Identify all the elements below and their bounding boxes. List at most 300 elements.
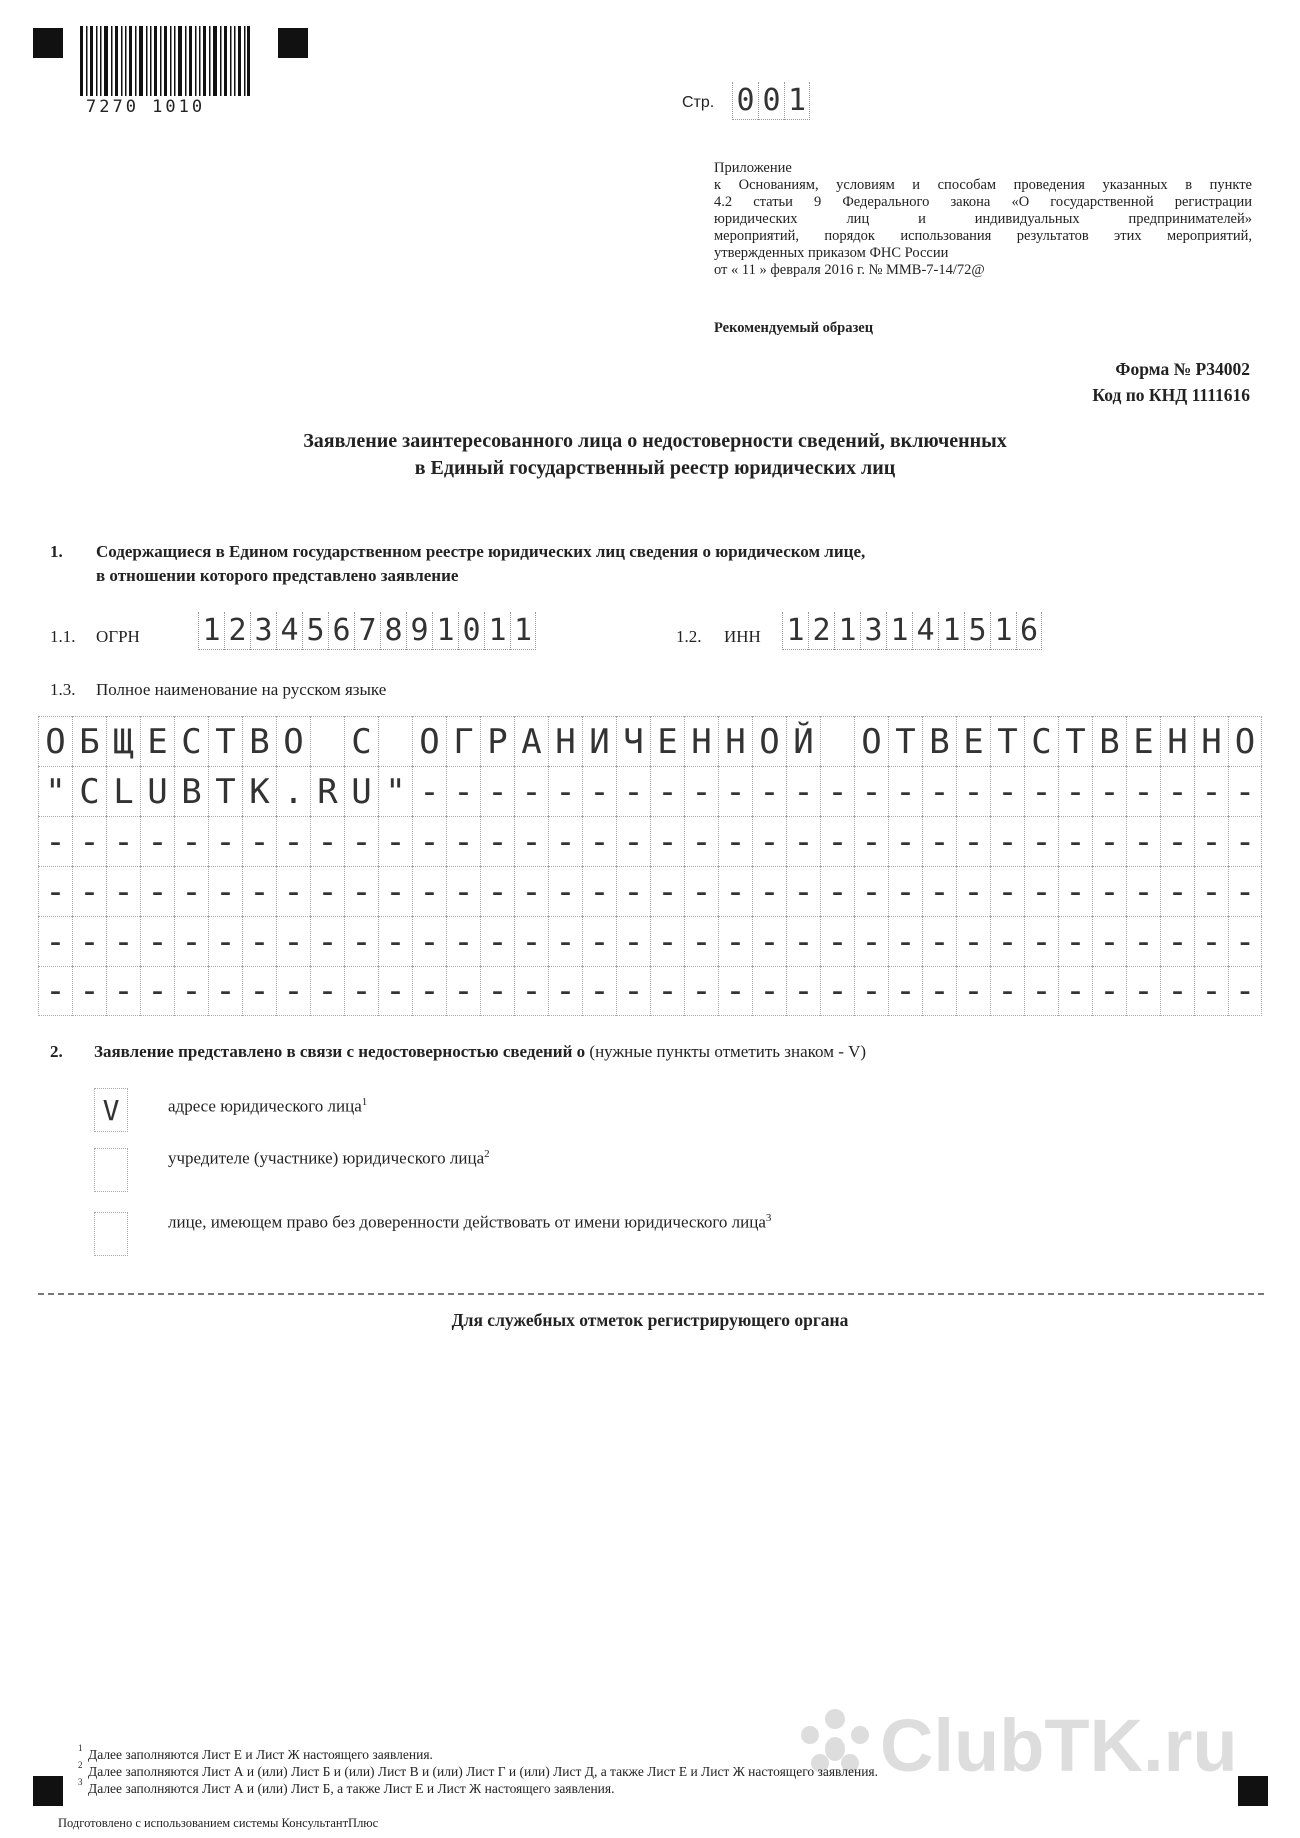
full-name-cell[interactable]: Н bbox=[718, 716, 752, 766]
full-name-cell[interactable]: - bbox=[208, 916, 242, 966]
full-name-cell[interactable]: - bbox=[990, 916, 1024, 966]
full-name-cell[interactable]: - bbox=[1126, 766, 1160, 816]
full-name-cell[interactable]: Т bbox=[1058, 716, 1092, 766]
full-name-cell[interactable]: - bbox=[276, 966, 310, 1016]
section-2-number: 2. bbox=[50, 1042, 63, 1061]
inn-digit-cell[interactable]: 2 bbox=[808, 612, 834, 650]
full-name-cell[interactable]: - bbox=[548, 816, 582, 866]
full-name-cell[interactable]: K bbox=[242, 766, 276, 816]
full-name-cell[interactable]: - bbox=[582, 966, 616, 1016]
full-name-cell[interactable]: - bbox=[174, 966, 208, 1016]
full-name-cell[interactable]: L bbox=[106, 766, 140, 816]
full-name-cell[interactable]: - bbox=[820, 816, 854, 866]
footnote bbox=[78, 1743, 878, 1763]
full-name-cell[interactable]: - bbox=[650, 916, 684, 966]
full-name-cell[interactable]: - bbox=[616, 816, 650, 866]
full-name-cell[interactable]: - bbox=[650, 866, 684, 916]
full-name-cell[interactable]: - bbox=[854, 966, 888, 1016]
footnote-ref: 3 bbox=[765, 1212, 772, 1224]
ogrn-digit-cell[interactable]: 1 bbox=[198, 612, 224, 650]
full-name-cell[interactable]: - bbox=[854, 766, 888, 816]
full-name-cell[interactable]: - bbox=[276, 916, 310, 966]
full-name-cell[interactable]: - bbox=[174, 816, 208, 866]
appendix-line: 4.2 статьи 9 Федерального закона «О государственной регистрации bbox=[714, 194, 1252, 210]
full-name-cell[interactable]: - bbox=[1058, 816, 1092, 866]
full-name-cell[interactable]: - bbox=[1160, 966, 1194, 1016]
full-name-cell[interactable]: - bbox=[242, 866, 276, 916]
full-name-cell[interactable]: - bbox=[1160, 816, 1194, 866]
checkbox-authorized-person[interactable] bbox=[94, 1212, 128, 1256]
full-name-cell[interactable]: - bbox=[1228, 966, 1262, 1016]
full-name-cell[interactable]: Н bbox=[1160, 716, 1194, 766]
full-name-cell[interactable]: - bbox=[514, 766, 548, 816]
full-name-cell[interactable]: - bbox=[412, 866, 446, 916]
full-name-cell[interactable]: Т bbox=[990, 716, 1024, 766]
full-name-cell[interactable]: - bbox=[1058, 916, 1092, 966]
footnote-text: Далее заполняются Лист А и (или) Лист Б и (или) Лист В и (или) Лист Г и (или) Лист Д, а также Лист Е и Лист Ж настоящего заявления. bbox=[88, 1764, 879, 1779]
inn-digit-cell[interactable]: 1 bbox=[834, 612, 860, 650]
full-name-cell[interactable]: - bbox=[480, 916, 514, 966]
ogrn-digit-cell[interactable]: 7 bbox=[354, 612, 380, 650]
full-name-cell[interactable]: - bbox=[208, 816, 242, 866]
full-name-cell[interactable]: - bbox=[446, 866, 480, 916]
full-name-cell[interactable]: - bbox=[752, 916, 786, 966]
full-name-cell[interactable]: - bbox=[106, 866, 140, 916]
ogrn-digit-cell[interactable]: 1 bbox=[510, 612, 536, 650]
full-name-cell[interactable]: - bbox=[1126, 816, 1160, 866]
full-name-cell[interactable]: - bbox=[786, 766, 820, 816]
full-name-cell[interactable]: - bbox=[378, 866, 412, 916]
corner-marker-top-left bbox=[33, 28, 63, 58]
name-number: 1.3. bbox=[50, 680, 76, 699]
full-name-cell[interactable]: - bbox=[140, 866, 174, 916]
full-name-cell[interactable]: - bbox=[208, 966, 242, 1016]
document-title bbox=[110, 428, 1200, 482]
ogrn-digit-cell[interactable]: 8 bbox=[380, 612, 406, 650]
full-name-cell[interactable]: С bbox=[174, 716, 208, 766]
full-name-cell[interactable]: - bbox=[684, 816, 718, 866]
watermark-text: ClubTK.ru bbox=[880, 1703, 1238, 1787]
full-name-cell[interactable]: " bbox=[378, 766, 412, 816]
full-name-cell[interactable]: - bbox=[820, 866, 854, 916]
full-name-cell[interactable]: - bbox=[582, 766, 616, 816]
full-name-cell[interactable]: - bbox=[786, 866, 820, 916]
page-digit[interactable]: 1 bbox=[784, 82, 810, 120]
full-name-cell[interactable]: Т bbox=[208, 716, 242, 766]
full-name-cell[interactable]: . bbox=[276, 766, 310, 816]
inn-digit-cell[interactable]: 4 bbox=[912, 612, 938, 650]
full-name-cell[interactable]: - bbox=[650, 966, 684, 1016]
full-name-cell[interactable]: - bbox=[616, 966, 650, 1016]
full-name-cell[interactable]: - bbox=[72, 916, 106, 966]
full-name-cell[interactable]: - bbox=[344, 966, 378, 1016]
ogrn-number: 1.1. bbox=[50, 627, 76, 646]
full-name-cell[interactable]: Б bbox=[72, 716, 106, 766]
full-name-cell[interactable]: - bbox=[1058, 766, 1092, 816]
full-name-cell[interactable]: - bbox=[1024, 866, 1058, 916]
full-name-cell[interactable]: - bbox=[548, 916, 582, 966]
ogrn-digit-cell[interactable]: 1 bbox=[484, 612, 510, 650]
full-name-cell[interactable]: - bbox=[888, 916, 922, 966]
full-name-cell[interactable]: Р bbox=[480, 716, 514, 766]
full-name-cell[interactable]: - bbox=[922, 866, 956, 916]
full-name-cell[interactable]: - bbox=[718, 766, 752, 816]
section-2-heading-note: (нужные пункты отметить знаком - V) bbox=[585, 1042, 867, 1061]
inn-cells bbox=[782, 612, 1042, 650]
ogrn-digit-cell[interactable]: 9 bbox=[406, 612, 432, 650]
full-name-cell[interactable]: - bbox=[1194, 866, 1228, 916]
full-name-cell[interactable]: - bbox=[956, 916, 990, 966]
document-title-line: в Единый государственный реестр юридических лиц bbox=[414, 457, 896, 479]
form-number: Форма № Р34002 bbox=[1115, 359, 1250, 379]
knd-code: Код по КНД 1111616 bbox=[1092, 385, 1250, 405]
full-name-cell[interactable]: - bbox=[276, 816, 310, 866]
full-name-cell[interactable]: - bbox=[72, 966, 106, 1016]
inn-digit-cell[interactable]: 1 bbox=[782, 612, 808, 650]
footnotes bbox=[78, 1743, 879, 1797]
corner-marker-top-right bbox=[278, 28, 308, 58]
full-name-cell[interactable]: О bbox=[276, 716, 310, 766]
full-name-cell[interactable]: - bbox=[1024, 766, 1058, 816]
full-name-cell[interactable]: - bbox=[922, 916, 956, 966]
full-name-cell[interactable]: - bbox=[174, 916, 208, 966]
full-name-cell[interactable]: - bbox=[1092, 966, 1126, 1016]
full-name-cell[interactable]: Н bbox=[548, 716, 582, 766]
full-name-cell[interactable]: - bbox=[922, 966, 956, 1016]
full-name-cell[interactable]: - bbox=[888, 816, 922, 866]
full-name-cell[interactable]: - bbox=[242, 816, 276, 866]
appendix-block bbox=[714, 160, 1252, 279]
ogrn-digit-cell[interactable]: 4 bbox=[276, 612, 302, 650]
full-name-cell[interactable]: - bbox=[990, 966, 1024, 1016]
full-name-cell[interactable]: - bbox=[616, 766, 650, 816]
full-name-cell[interactable]: - bbox=[344, 916, 378, 966]
section-2-heading bbox=[94, 1040, 866, 1064]
full-name-cell[interactable]: - bbox=[344, 816, 378, 866]
appendix-heading: Приложение bbox=[714, 160, 792, 176]
full-name-cell[interactable]: - bbox=[752, 816, 786, 866]
full-name-cell[interactable] bbox=[310, 716, 344, 766]
full-name-grid bbox=[38, 716, 1264, 1016]
full-name-cell[interactable]: - bbox=[242, 916, 276, 966]
full-name-cell[interactable]: - bbox=[140, 916, 174, 966]
full-name-cell[interactable]: - bbox=[854, 866, 888, 916]
full-name-cell[interactable]: - bbox=[684, 866, 718, 916]
footnote-ref: 2 bbox=[484, 1148, 490, 1160]
full-name-cell[interactable]: - bbox=[820, 966, 854, 1016]
full-name-cell[interactable]: Е bbox=[956, 716, 990, 766]
full-name-cell[interactable]: - bbox=[38, 816, 72, 866]
full-name-cell[interactable]: U bbox=[140, 766, 174, 816]
footnote-text: Далее заполняются Лист А и (или) Лист Б, а также Лист Е и Лист Ж настоящего заявления. bbox=[88, 1781, 615, 1796]
full-name-cell[interactable]: - bbox=[650, 766, 684, 816]
full-name-cell[interactable]: - bbox=[276, 866, 310, 916]
full-name-cell[interactable]: - bbox=[514, 916, 548, 966]
full-name-cell[interactable]: - bbox=[1092, 816, 1126, 866]
full-name-cell[interactable]: - bbox=[412, 766, 446, 816]
full-name-cell[interactable]: О bbox=[854, 716, 888, 766]
full-name-cell[interactable]: - bbox=[786, 916, 820, 966]
full-name-cell[interactable]: - bbox=[1194, 766, 1228, 816]
full-name-cell[interactable]: - bbox=[1194, 916, 1228, 966]
inn-digit-cell[interactable]: 6 bbox=[1016, 612, 1042, 650]
inn-digit-cell[interactable]: 1 bbox=[990, 612, 1016, 650]
full-name-cell[interactable]: - bbox=[718, 866, 752, 916]
full-name-cell[interactable]: - bbox=[1126, 966, 1160, 1016]
full-name-cell[interactable]: U bbox=[344, 766, 378, 816]
ogrn-digit-cell[interactable]: 6 bbox=[328, 612, 354, 650]
full-name-cell[interactable]: - bbox=[718, 916, 752, 966]
full-name-cell[interactable]: - bbox=[684, 766, 718, 816]
full-name-cell[interactable]: - bbox=[888, 766, 922, 816]
full-name-cell[interactable]: О bbox=[38, 716, 72, 766]
full-name-cell[interactable]: С bbox=[1024, 716, 1058, 766]
full-name-cell[interactable]: Г bbox=[446, 716, 480, 766]
full-name-row bbox=[38, 916, 1264, 966]
option-founder-label bbox=[168, 1148, 490, 1169]
ogrn-digit-cell[interactable]: 5 bbox=[302, 612, 328, 650]
footnote-ref: 1 bbox=[361, 1096, 368, 1108]
full-name-cell[interactable]: - bbox=[378, 966, 412, 1016]
full-name-cell[interactable]: R bbox=[310, 766, 344, 816]
full-name-cell[interactable]: - bbox=[1160, 766, 1194, 816]
full-name-cell[interactable]: - bbox=[1092, 766, 1126, 816]
full-name-cell[interactable]: - bbox=[480, 766, 514, 816]
full-name-cell[interactable]: - bbox=[106, 966, 140, 1016]
full-name-cell[interactable]: - bbox=[990, 866, 1024, 916]
full-name-cell[interactable]: В bbox=[1092, 716, 1126, 766]
full-name-cell[interactable]: - bbox=[888, 866, 922, 916]
full-name-cell[interactable]: - bbox=[446, 766, 480, 816]
section-1-heading-line: Содержащиеся в Едином государственном реестре юридических лиц сведения о юридическом лице, bbox=[96, 542, 866, 561]
full-name-cell[interactable]: - bbox=[548, 966, 582, 1016]
footnote-text: Далее заполняются Лист Е и Лист Ж настоящего заявления. bbox=[88, 1747, 433, 1762]
full-name-cell[interactable]: - bbox=[344, 866, 378, 916]
option-address-label bbox=[168, 1096, 367, 1117]
full-name-cell[interactable]: - bbox=[310, 966, 344, 1016]
checkbox-founder[interactable] bbox=[94, 1148, 128, 1192]
full-name-cell[interactable]: - bbox=[446, 816, 480, 866]
full-name-cell[interactable]: - bbox=[1092, 916, 1126, 966]
full-name-cell[interactable]: - bbox=[956, 966, 990, 1016]
full-name-row bbox=[38, 966, 1264, 1016]
full-name-row bbox=[38, 766, 1264, 816]
full-name-cell[interactable]: Щ bbox=[106, 716, 140, 766]
appendix-line: к Основаниям, условиям и способам проведения указанных в пункте bbox=[714, 177, 1252, 193]
full-name-cell[interactable]: - bbox=[1228, 816, 1262, 866]
full-name-cell[interactable]: - bbox=[446, 916, 480, 966]
full-name-cell[interactable]: - bbox=[956, 766, 990, 816]
full-name-cell[interactable]: - bbox=[582, 916, 616, 966]
form-number-block bbox=[1092, 356, 1250, 408]
page-label: Стр. bbox=[682, 94, 715, 111]
full-name-cell[interactable]: - bbox=[514, 816, 548, 866]
full-name-cell[interactable]: - bbox=[718, 816, 752, 866]
full-name-cell[interactable]: - bbox=[1228, 766, 1262, 816]
full-name-cell[interactable]: B bbox=[174, 766, 208, 816]
full-name-cell[interactable]: - bbox=[582, 866, 616, 916]
full-name-cell[interactable]: - bbox=[1126, 916, 1160, 966]
full-name-cell[interactable]: И bbox=[582, 716, 616, 766]
prepared-note: Подготовлено с использованием системы КонсультантПлюс bbox=[58, 1816, 379, 1830]
full-name-cell[interactable]: - bbox=[412, 816, 446, 866]
full-name-cell[interactable]: - bbox=[38, 966, 72, 1016]
checkbox-address[interactable]: V bbox=[94, 1088, 128, 1132]
full-name-cell[interactable]: - bbox=[1058, 866, 1092, 916]
full-name-cell[interactable]: Н bbox=[1194, 716, 1228, 766]
appendix-line: юридических лиц и индивидуальных предпринимателей» bbox=[714, 211, 1252, 227]
full-name-cell[interactable]: - bbox=[786, 816, 820, 866]
full-name-row bbox=[38, 866, 1264, 916]
inn-digit-cell[interactable]: 1 bbox=[886, 612, 912, 650]
full-name-cell[interactable]: - bbox=[38, 866, 72, 916]
full-name-cell[interactable]: - bbox=[582, 816, 616, 866]
full-name-cell[interactable]: - bbox=[1228, 866, 1262, 916]
document-title-line: Заявление заинтересованного лица о недостоверности сведений, включенных bbox=[303, 430, 1007, 452]
full-name-cell[interactable]: - bbox=[854, 816, 888, 866]
full-name-cell[interactable]: - bbox=[854, 916, 888, 966]
full-name-cell[interactable]: - bbox=[1194, 966, 1228, 1016]
full-name-cell[interactable]: - bbox=[1024, 966, 1058, 1016]
full-name-cell[interactable]: - bbox=[480, 866, 514, 916]
full-name-cell[interactable]: Й bbox=[786, 716, 820, 766]
full-name-cell[interactable]: О bbox=[1228, 716, 1262, 766]
full-name-cell[interactable]: - bbox=[1160, 916, 1194, 966]
full-name-cell[interactable]: - bbox=[786, 966, 820, 1016]
barcode bbox=[80, 26, 250, 96]
full-name-cell[interactable]: - bbox=[480, 966, 514, 1016]
inn-digit-cell[interactable]: 3 bbox=[860, 612, 886, 650]
ogrn-digit-cell[interactable]: 2 bbox=[224, 612, 250, 650]
full-name-cell[interactable]: - bbox=[922, 816, 956, 866]
full-name-cell[interactable]: Т bbox=[888, 716, 922, 766]
ogrn-digit-cell[interactable]: 1 bbox=[432, 612, 458, 650]
full-name-cell[interactable]: Ч bbox=[616, 716, 650, 766]
full-name-cell[interactable]: - bbox=[378, 916, 412, 966]
footnote bbox=[78, 1760, 879, 1780]
full-name-cell[interactable]: С bbox=[344, 716, 378, 766]
full-name-cell[interactable]: - bbox=[1024, 916, 1058, 966]
ogrn-digit-cell[interactable]: 0 bbox=[458, 612, 484, 650]
full-name-cell[interactable]: - bbox=[1160, 866, 1194, 916]
full-name-cell[interactable] bbox=[820, 716, 854, 766]
full-name-cell[interactable]: - bbox=[412, 916, 446, 966]
full-name-cell[interactable]: - bbox=[922, 766, 956, 816]
full-name-cell[interactable]: - bbox=[208, 866, 242, 916]
corner-marker-bottom-left bbox=[33, 1776, 63, 1806]
name-label: Полное наименование на русском языке bbox=[96, 680, 387, 699]
full-name-cell[interactable]: Е bbox=[1126, 716, 1160, 766]
full-name-cell[interactable]: - bbox=[1092, 866, 1126, 916]
full-name-cell[interactable]: - bbox=[106, 916, 140, 966]
option-label-text: лице, имеющем право без доверенности действовать от имени юридического лица bbox=[168, 1212, 766, 1232]
full-name-cell[interactable]: - bbox=[820, 916, 854, 966]
full-name-cell[interactable]: - bbox=[650, 816, 684, 866]
full-name-cell[interactable]: - bbox=[1228, 916, 1262, 966]
full-name-cell[interactable]: Е bbox=[140, 716, 174, 766]
full-name-cell[interactable]: " bbox=[38, 766, 72, 816]
full-name-cell[interactable]: - bbox=[616, 916, 650, 966]
full-name-cell[interactable]: - bbox=[514, 866, 548, 916]
full-name-cell[interactable]: - bbox=[310, 816, 344, 866]
full-name-cell[interactable]: C bbox=[72, 766, 106, 816]
full-name-cell[interactable]: - bbox=[956, 866, 990, 916]
full-name-cell[interactable]: - bbox=[548, 866, 582, 916]
appendix-line: мероприятий, порядок использования результатов этих мероприятий, bbox=[714, 228, 1252, 244]
full-name-cell[interactable]: - bbox=[140, 816, 174, 866]
full-name-cell[interactable]: T bbox=[208, 766, 242, 816]
full-name-cell[interactable]: - bbox=[888, 966, 922, 1016]
full-name-cell[interactable]: - bbox=[1126, 866, 1160, 916]
full-name-cell[interactable]: - bbox=[514, 966, 548, 1016]
full-name-cell[interactable]: - bbox=[446, 966, 480, 1016]
full-name-cell[interactable]: - bbox=[956, 816, 990, 866]
footnote-number: 3 bbox=[78, 1777, 83, 1787]
full-name-cell[interactable]: О bbox=[752, 716, 786, 766]
full-name-cell[interactable]: - bbox=[412, 966, 446, 1016]
full-name-cell[interactable]: - bbox=[684, 916, 718, 966]
full-name-cell[interactable]: А bbox=[514, 716, 548, 766]
full-name-cell[interactable] bbox=[378, 716, 412, 766]
section-1-heading-line: в отношении которого представлено заявление bbox=[96, 566, 459, 585]
page-digit[interactable]: 0 bbox=[732, 82, 758, 120]
full-name-cell[interactable]: О bbox=[412, 716, 446, 766]
full-name-cell[interactable]: - bbox=[310, 866, 344, 916]
full-name-cell[interactable]: - bbox=[752, 966, 786, 1016]
footnote bbox=[78, 1777, 878, 1797]
full-name-cell[interactable]: - bbox=[752, 866, 786, 916]
full-name-cell[interactable]: - bbox=[1024, 816, 1058, 866]
full-name-cell[interactable]: - bbox=[242, 966, 276, 1016]
inn-digit-cell[interactable]: 5 bbox=[964, 612, 990, 650]
full-name-cell[interactable]: - bbox=[820, 766, 854, 816]
full-name-cell[interactable]: Е bbox=[650, 716, 684, 766]
full-name-cell[interactable]: - bbox=[72, 866, 106, 916]
barcode-number: 7270 1010 bbox=[86, 97, 206, 117]
full-name-cell[interactable]: - bbox=[718, 966, 752, 1016]
full-name-cell[interactable]: - bbox=[1058, 966, 1092, 1016]
full-name-cell[interactable]: - bbox=[480, 816, 514, 866]
full-name-cell[interactable]: - bbox=[378, 816, 412, 866]
full-name-cell[interactable]: - bbox=[990, 766, 1024, 816]
full-name-cell[interactable]: - bbox=[616, 866, 650, 916]
service-marks-heading: Для служебных отметок регистрирующего органа bbox=[451, 1310, 849, 1330]
full-name-cell[interactable]: - bbox=[990, 816, 1024, 866]
full-name-cell[interactable]: - bbox=[548, 766, 582, 816]
page-digit[interactable]: 0 bbox=[758, 82, 784, 120]
inn-digit-cell[interactable]: 1 bbox=[938, 612, 964, 650]
full-name-cell[interactable]: - bbox=[310, 916, 344, 966]
full-name-cell[interactable]: - bbox=[38, 916, 72, 966]
full-name-cell[interactable]: - bbox=[106, 816, 140, 866]
full-name-cell[interactable]: - bbox=[684, 966, 718, 1016]
footnote-number: 2 bbox=[78, 1760, 83, 1770]
full-name-row bbox=[38, 716, 1264, 766]
full-name-cell[interactable]: Н bbox=[684, 716, 718, 766]
full-name-cell[interactable]: - bbox=[140, 966, 174, 1016]
full-name-cell[interactable]: - bbox=[1194, 816, 1228, 866]
full-name-cell[interactable]: - bbox=[72, 816, 106, 866]
footnote-number: 1 bbox=[78, 1743, 83, 1753]
full-name-cell[interactable]: В bbox=[242, 716, 276, 766]
ogrn-digit-cell[interactable]: 3 bbox=[250, 612, 276, 650]
full-name-cell[interactable]: В bbox=[922, 716, 956, 766]
separator-line bbox=[38, 1293, 1264, 1295]
inn-label: ИНН bbox=[724, 627, 761, 646]
appendix-line: от « 11 » февраля 2016 г. № ММВ-7-14/72@ bbox=[714, 262, 985, 278]
full-name-cell[interactable]: - bbox=[174, 866, 208, 916]
full-name-cell[interactable]: - bbox=[752, 766, 786, 816]
